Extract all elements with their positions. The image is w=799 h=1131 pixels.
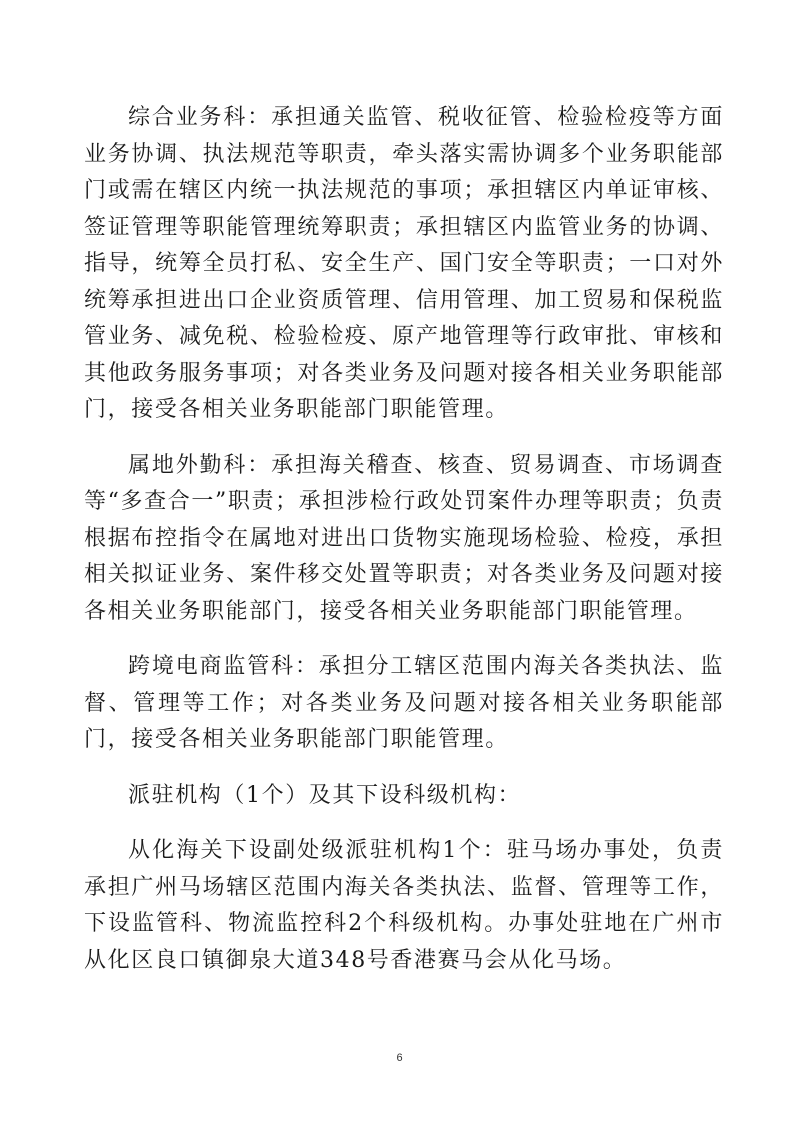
document-body xyxy=(84,100,724,998)
paragraph-local-field-section: 属地外勤科：承担海关稽查、核查、贸易调查、市场调查等“多查合一”职责；承担涉检行政处罚案件办理等职责；负责根据布控指令在属地对进出口货物实施现场检验、检疫，承担相关拟证业务、案件移交处置等职责；对各类业务及问题对接各相关业务职能部门，接受各相关业务职能部门职能管理。 xyxy=(84,452,724,624)
paragraph-dispatched-agencies-heading: 派驻机构（1个）及其下设科级机构： xyxy=(128,782,522,808)
page-number: 6 xyxy=(396,1052,403,1064)
paragraph-cross-border-ecommerce-section: 跨境电商监管科：承担分工辖区范围内海关各类执法、监督、管理等工作；对各类业务及问题对接各相关业务职能部门，接受各相关业务职能部门职能管理。 xyxy=(84,654,724,752)
paragraph-conghua-customs-office: 从化海关下设副处级派驻机构1个：驻马场办事处，负责承担广州马场辖区范围内海关各类执法、监督、管理等工作，下设监管科、物流监控科2个科级机构。办事处驻地在广州市从化区良口镇御泉大道348号香港赛马会从化马场。 xyxy=(84,838,724,973)
paragraph-comprehensive-business-section: 综合业务科：承担通关监管、税收征管、检验检疫等方面业务协调、执法规范等职责，牵头落实需协调多个业务职能部门或需在辖区内统一执法规范的事项；承担辖区内单证审核、签证管理等职能管理统筹职责；承担辖区内监管业务的协调、指导，统筹全员打私、安全生产、国门安全等职责；一口对外统筹承担进出口企业资质管理、信用管理、加工贸易和保税监管业务、减免税、检验检疫、原产地管理等行政审批、审核和其他政务服务事项；对各类业务及问题对接各相关业务职能部门，接受各相关业务职能部门职能管理。 xyxy=(84,105,724,422)
